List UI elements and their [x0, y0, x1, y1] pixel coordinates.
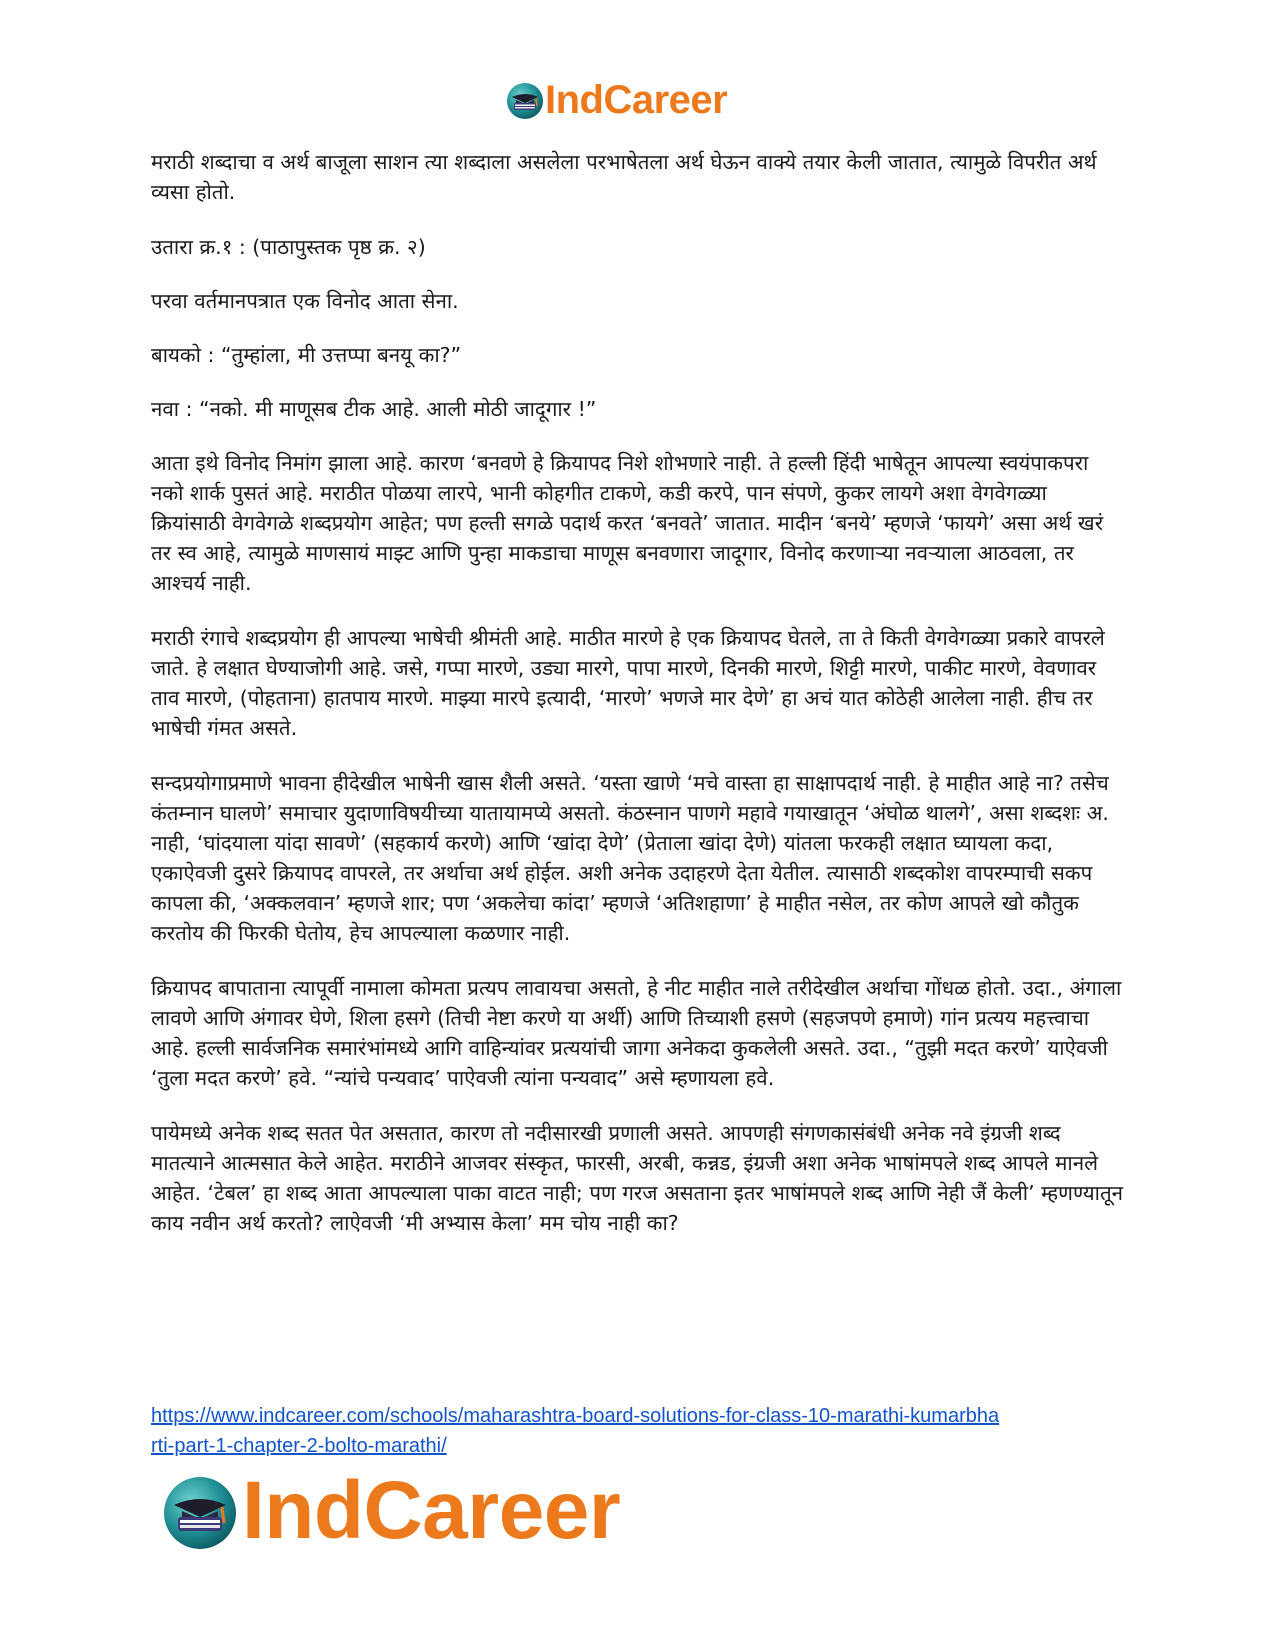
article-body: [151, 147, 1126, 1263]
link-line: rti-part-1-chapter-2-bolto-marathi/: [151, 1435, 447, 1457]
graduation-globe-icon: [160, 1471, 240, 1551]
link-line: https://www.indcareer.com/schools/maharashtra-board-solutions-for-class-10-marathi-kumarbha: [151, 1405, 1000, 1427]
paragraph: परवा वर्तमानपत्रात एक विनोद आता सेना.: [151, 289, 459, 313]
logo-wordmark: IndCareer: [242, 1465, 621, 1556]
logo-wordmark: IndCareer: [545, 78, 728, 122]
header-logo: [505, 80, 727, 120]
paragraph: आता इथे विनोद निमांग झाला आहे. कारण ‘बनवणे हे क्रियापद निशे शोभणारे नाही. ते हल्ली हिंदी भाषेतून आपल्या स्वयंपाकपरा नको शार्क पुसतं आहे. मराठीत पोळया लारपे, भानी कोहगीत टाकणे, कडी करपे, पान संपणे, कुकर लायगे अशा वेगवेगळ्या क्रियांसाठी वेगवेगळे शब्दप्रयोग आहेत; पण हल्ती सगळे पदार्थ करत ‘बनवते’ जातात. मादीन ‘बनये’ म्हणजे ‘फायगे’ असा अर्थ खरं तर स्व आहे, त्यामुळे माणसायं माझ्ट आणि पुन्हा माकडाचा माणूस बनवणारा जादूगार, विनोद करणाऱ्या नवऱ्याला आठवला, तर आश्चर्य नाही.: [151, 451, 1104, 595]
dialogue-line: नवा : “नको. मी माणूसब टीक आहे. आली मोठी जादूगार !”: [151, 397, 597, 421]
paragraph: मराठी शब्दाचा व अर्थ बाजूला साशन त्या शब्दाला असलेला परभाषेतला अर्थ घेऊन वाक्ये तयार केली जातात, त्यामुळे विपरीत अर्थ व्यसा होतो.: [151, 150, 1097, 204]
paragraph: पायेमध्ये अनेक शब्द सतत पेत असतात, कारण तो नदीसारखी प्रणाली असते. आपणही संगणकासंबंधी अनेक नवे इंग्रजी शब्द मातत्याने आत्मसात केले आहेत. मराठीने आजवर संस्कृत, फारसी, अरबी, कन्नड, इंग्रजी अशा अनेक भाषांमपले शब्द आपले मानले आहेत. ‘टेबल’ हा शब्द आता आपल्याला पाका वाटत नाही; पण गरज असताना इतर भाषांमपले शब्द आणि नेही जैं केली’ म्हणण्यातून काय नवीन अर्थ करतो? लाऐवजी ‘मी अभ्यास केला’ मम चोय नाही का?: [151, 1121, 1124, 1235]
dialogue-line: बायको : “तुम्हांला, मी उत्तप्पा बनयू का?”: [151, 343, 462, 367]
footer-logo: [160, 1465, 621, 1556]
paragraph: सन्दप्रयोगाप्रमाणे भावना हीदेखील भाषेनी खास शैली असते. ‘यस्ता खाणे ‘मचे वास्ता हा साक्षापदार्थ नाही. हे माहीत आहे ना? तसेच कंतम्नान घालणे’ समाचार युदाणाविषयीच्या यातायामप्ये असतो. कंठस्नान पाणगे महावे गयाखातून ‘अंघोळ थालगे’, असा शब्दशः अ. नाही, ‘घांदयाला यांदा सावणे’ (सहकार्य करणे) आणि ‘खांदा देणे’ (प्रेताला खांदा देणे) यांतला फरकही लक्षात घ्यायला कदा, एकाऐवजी दुसरे क्रियापद वापरले, तर अर्थाचा अर्थ होईल. अशी अनेक उदाहरणे देता येतील. त्यासाठी शब्दकोश वापरम्पाची सकप कापला की, ‘अक्कलवान’ म्हणजे शार; पण ‘अकलेचा कांदा’ म्हणजे ‘अतिशहाणा’ हे माहीत नसेल, तर कोण आपले खो कौतुक करतोय की फिरकी घेतोय, हेच आपल्याला कळणार नाही.: [151, 771, 1109, 945]
source-link[interactable]: [151, 1405, 999, 1457]
graduation-globe-icon: [505, 80, 545, 120]
paragraph: मराठी रंगाचे शब्दप्रयोग ही आपल्या भाषेची श्रीमंती आहे. माठीत मारणे हे एक क्रियापद घेतले, ता ते किती वेगवेगळ्या प्रकारे वापरले जाते. हे लक्षात घेण्याजोगी आहे. जसे, गप्पा मारणे, उड्या मारगे, पापा मारणे, दिनकी मारणे, शिट्टी मारणे, पाकीट मारणे, वेवणावर ताव मारणे, (पोहताना) हातपाय मारणे. माझ्या मारपे इत्यादी, ‘मारणे’ भणजे मार देणे’ हा अचं यात कोठेही आलेला नाही. हीच तर भाषेची गंमत असते.: [151, 626, 1105, 740]
paragraph: क्रियापद बापाताना त्यापूर्वी नामाला कोमता प्रत्यप लावायचा असतो, हे नीट माहीत नाले तरीदेखील अर्थाचा गोंधळ होतो. उदा., अंगाला लावणे आणि अंगावर घेणे, शिला हसगे (तिची नेष्टा करणे या अर्थी) आणि तिच्याशी हसणे (सहजपणे हमाणे) गांन प्रत्यय महत्त्वाचा आहे. हल्ली सार्वजनिक समारंभांमध्ये आगि वाहिन्यांवर प्रत्ययांची जागा अनेकदा कुकलेली असते. उदा., “तुझी मदत करणे’ याऐवजी ‘तुला मदत करणे’ हवे. “न्यांचे पन्यवाद’ पाऐवजी त्यांना पन्यवाद” असे म्हणायला हवे.: [151, 976, 1122, 1090]
passage-heading: उतारा क्र.१ : (पाठापुस्तक पृष्ठ क्र. २): [151, 235, 426, 259]
source-link-block: [151, 1401, 1126, 1461]
